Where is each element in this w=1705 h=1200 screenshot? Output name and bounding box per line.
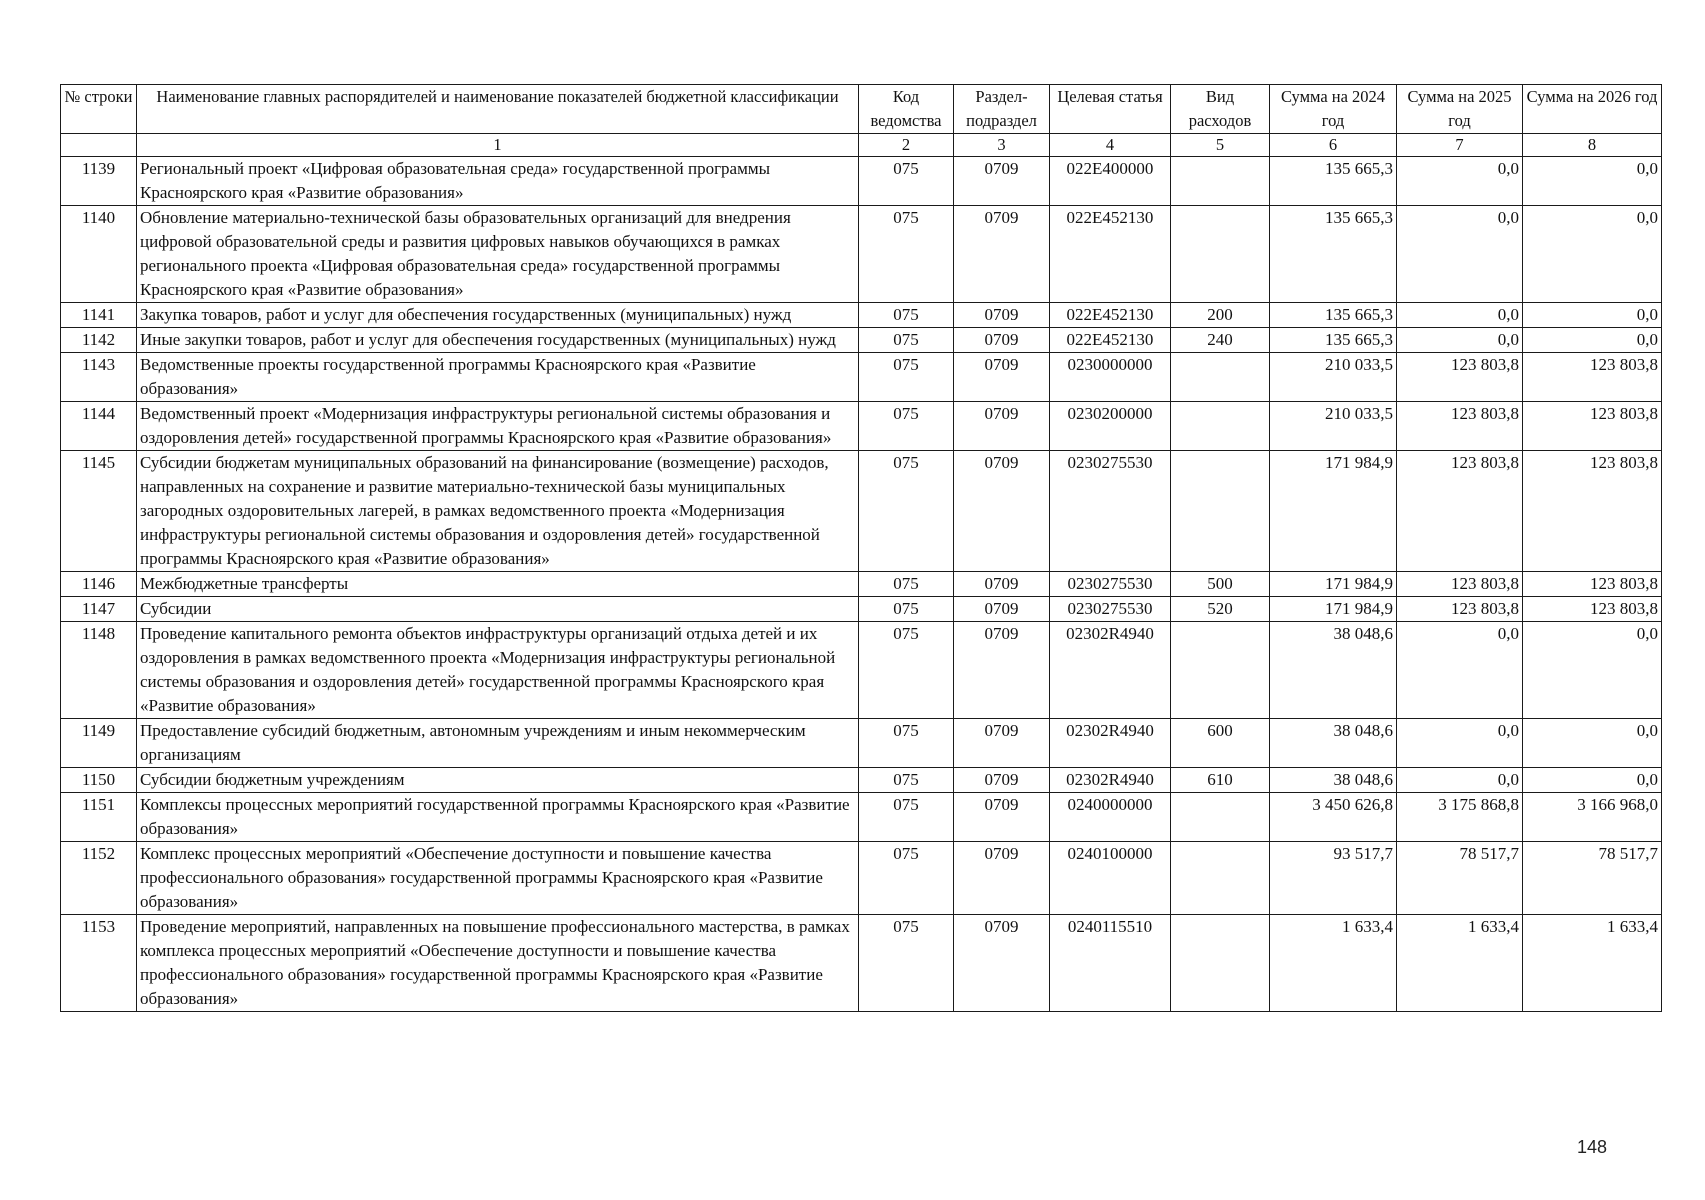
name-cell: Иные закупки товаров, работ и услуг для обеспечения государственных (муниципальных) нужд — [137, 328, 859, 353]
section-cell: 0709 — [954, 451, 1050, 572]
sum-2025-cell: 1 633,4 — [1397, 915, 1523, 1012]
table-header — [61, 85, 1662, 157]
row-number-cell: 1149 — [61, 719, 137, 768]
table-row — [61, 303, 1662, 328]
expense-type-cell — [1171, 157, 1270, 206]
row-number-cell: 1144 — [61, 402, 137, 451]
column-numbers-row — [61, 134, 1662, 157]
column-number: 8 — [1523, 134, 1662, 157]
row-number-cell: 1153 — [61, 915, 137, 1012]
sum-2026-cell: 0,0 — [1523, 206, 1662, 303]
section-cell: 0709 — [954, 719, 1050, 768]
table-row — [61, 402, 1662, 451]
name-cell: Проведение мероприятий, направленных на повышение профессионального мастерства, в рамках комплекса процессных мероприятий «Обеспечение доступности и повышение качества профессионального образования» государственной программы Красноярского края «Развитие образования» — [137, 915, 859, 1012]
column-number: 1 — [137, 134, 859, 157]
table-row — [61, 328, 1662, 353]
header-department-code: Код ведомства — [859, 85, 954, 134]
name-cell: Субсидии бюджетам муниципальных образований на финансирование (возмещение) расходов, направленных на сохранение и развитие материально-технической базы муниципальных загородных оздоровительных лагерей, в рамках ведомственного проекта «Модернизация инфраструктуры региональной системы образования и оздоровления детей» государственной программы Красноярского края «Развитие образования» — [137, 451, 859, 572]
sum-2026-cell: 123 803,8 — [1523, 402, 1662, 451]
table-row — [61, 719, 1662, 768]
section-cell: 0709 — [954, 622, 1050, 719]
header-sum-2026: Сумма на 2026 год — [1523, 85, 1662, 134]
department-code-cell: 075 — [859, 572, 954, 597]
department-code-cell: 075 — [859, 842, 954, 915]
header-expense-type: Вид расходов — [1171, 85, 1270, 134]
sum-2024-cell: 3 450 626,8 — [1270, 793, 1397, 842]
sum-2026-cell: 123 803,8 — [1523, 353, 1662, 402]
sum-2025-cell: 123 803,8 — [1397, 572, 1523, 597]
table-row — [61, 915, 1662, 1012]
header-target-article: Целевая статья — [1050, 85, 1171, 134]
row-number-cell: 1142 — [61, 328, 137, 353]
row-number-cell: 1139 — [61, 157, 137, 206]
sum-2024-cell: 171 984,9 — [1270, 451, 1397, 572]
column-number: 6 — [1270, 134, 1397, 157]
section-cell: 0709 — [954, 915, 1050, 1012]
sum-2025-cell: 123 803,8 — [1397, 451, 1523, 572]
row-number-cell: 1140 — [61, 206, 137, 303]
header-row — [61, 85, 1662, 134]
sum-2024-cell: 135 665,3 — [1270, 206, 1397, 303]
row-number-cell: 1145 — [61, 451, 137, 572]
target-article-cell: 022Е452130 — [1050, 206, 1171, 303]
sum-2025-cell: 0,0 — [1397, 157, 1523, 206]
name-cell: Закупка товаров, работ и услуг для обеспечения государственных (муниципальных) нужд — [137, 303, 859, 328]
target-article-cell: 022Е400000 — [1050, 157, 1171, 206]
department-code-cell: 075 — [859, 622, 954, 719]
sum-2026-cell: 123 803,8 — [1523, 451, 1662, 572]
sum-2024-cell: 210 033,5 — [1270, 353, 1397, 402]
row-number-cell: 1143 — [61, 353, 137, 402]
section-cell: 0709 — [954, 793, 1050, 842]
name-cell: Комплекс процессных мероприятий «Обеспечение доступности и повышение качества профессионального образования» государственной программы Красноярского края «Развитие образования» — [137, 842, 859, 915]
table-row — [61, 768, 1662, 793]
expense-type-cell — [1171, 206, 1270, 303]
name-cell: Обновление материально-технической базы образовательных организаций для внедрения цифровой образовательной среды и развития цифровых навыков обучающихся в рамках регионального проекта «Цифровая образовательная среда» государственной программы Красноярского края «Развитие образования» — [137, 206, 859, 303]
section-cell: 0709 — [954, 402, 1050, 451]
target-article-cell: 02302R4940 — [1050, 622, 1171, 719]
target-article-cell: 022Е452130 — [1050, 303, 1171, 328]
sum-2025-cell: 0,0 — [1397, 303, 1523, 328]
expense-type-cell — [1171, 793, 1270, 842]
sum-2024-cell: 135 665,3 — [1270, 303, 1397, 328]
table-row — [61, 622, 1662, 719]
sum-2026-cell: 123 803,8 — [1523, 572, 1662, 597]
expense-type-cell — [1171, 622, 1270, 719]
name-cell: Ведомственные проекты государственной программы Красноярского края «Развитие образования» — [137, 353, 859, 402]
sum-2026-cell: 0,0 — [1523, 622, 1662, 719]
expense-type-cell: 240 — [1171, 328, 1270, 353]
sum-2026-cell: 3 166 968,0 — [1523, 793, 1662, 842]
section-cell: 0709 — [954, 328, 1050, 353]
column-number — [61, 134, 137, 157]
sum-2026-cell: 0,0 — [1523, 328, 1662, 353]
row-number-cell: 1147 — [61, 597, 137, 622]
expense-type-cell — [1171, 842, 1270, 915]
target-article-cell: 02302R4940 — [1050, 719, 1171, 768]
sum-2024-cell: 171 984,9 — [1270, 597, 1397, 622]
expense-type-cell: 200 — [1171, 303, 1270, 328]
sum-2024-cell: 171 984,9 — [1270, 572, 1397, 597]
row-number-cell: 1152 — [61, 842, 137, 915]
department-code-cell: 075 — [859, 597, 954, 622]
table-row — [61, 793, 1662, 842]
column-number: 2 — [859, 134, 954, 157]
section-cell: 0709 — [954, 572, 1050, 597]
table-row — [61, 451, 1662, 572]
target-article-cell: 0240000000 — [1050, 793, 1171, 842]
expense-type-cell — [1171, 353, 1270, 402]
expense-type-cell: 520 — [1171, 597, 1270, 622]
expense-type-cell — [1171, 402, 1270, 451]
department-code-cell: 075 — [859, 328, 954, 353]
target-article-cell: 0240100000 — [1050, 842, 1171, 915]
sum-2025-cell: 0,0 — [1397, 719, 1523, 768]
department-code-cell: 075 — [859, 451, 954, 572]
target-article-cell: 0230275530 — [1050, 597, 1171, 622]
sum-2024-cell: 1 633,4 — [1270, 915, 1397, 1012]
header-section: Раздел-подраздел — [954, 85, 1050, 134]
sum-2026-cell: 78 517,7 — [1523, 842, 1662, 915]
sum-2025-cell: 0,0 — [1397, 622, 1523, 719]
section-cell: 0709 — [954, 597, 1050, 622]
header-sum-2024: Сумма на 2024 год — [1270, 85, 1397, 134]
table-row — [61, 842, 1662, 915]
page-number: 148 — [1577, 1137, 1608, 1157]
target-article-cell: 0230275530 — [1050, 572, 1171, 597]
expense-type-cell — [1171, 915, 1270, 1012]
name-cell: Проведение капитального ремонта объектов инфраструктуры организаций отдыха детей и их оздоровления в рамках ведомственного проекта «Модернизация инфраструктуры региональной системы образования и оздоровления детей» государственной программы Красноярского края «Развитие образования» — [137, 622, 859, 719]
name-cell: Комплексы процессных мероприятий государственной программы Красноярского края «Развитие образования» — [137, 793, 859, 842]
header-name: Наименование главных распорядителей и наименование показателей бюджетной классификации — [137, 85, 859, 134]
sum-2024-cell: 210 033,5 — [1270, 402, 1397, 451]
section-cell: 0709 — [954, 303, 1050, 328]
table-row — [61, 597, 1662, 622]
department-code-cell: 075 — [859, 303, 954, 328]
column-number: 4 — [1050, 134, 1171, 157]
department-code-cell: 075 — [859, 719, 954, 768]
sum-2026-cell: 0,0 — [1523, 303, 1662, 328]
header-sum-2025: Сумма на 2025 год — [1397, 85, 1523, 134]
department-code-cell: 075 — [859, 915, 954, 1012]
section-cell: 0709 — [954, 768, 1050, 793]
target-article-cell: 0230275530 — [1050, 451, 1171, 572]
target-article-cell: 0230200000 — [1050, 402, 1171, 451]
sum-2024-cell: 135 665,3 — [1270, 328, 1397, 353]
sum-2024-cell: 135 665,3 — [1270, 157, 1397, 206]
expense-type-cell: 600 — [1171, 719, 1270, 768]
department-code-cell: 075 — [859, 206, 954, 303]
target-article-cell: 0230000000 — [1050, 353, 1171, 402]
department-code-cell: 075 — [859, 793, 954, 842]
column-number: 5 — [1171, 134, 1270, 157]
sum-2026-cell: 0,0 — [1523, 768, 1662, 793]
name-cell: Ведомственный проект «Модернизация инфраструктуры региональной системы образования и оздоровления детей» государственной программы Красноярского края «Развитие образования» — [137, 402, 859, 451]
section-cell: 0709 — [954, 206, 1050, 303]
sum-2025-cell: 123 803,8 — [1397, 402, 1523, 451]
sum-2026-cell: 123 803,8 — [1523, 597, 1662, 622]
section-cell: 0709 — [954, 842, 1050, 915]
department-code-cell: 075 — [859, 402, 954, 451]
row-number-cell: 1151 — [61, 793, 137, 842]
department-code-cell: 075 — [859, 768, 954, 793]
sum-2025-cell: 78 517,7 — [1397, 842, 1523, 915]
sum-2025-cell: 3 175 868,8 — [1397, 793, 1523, 842]
name-cell: Межбюджетные трансферты — [137, 572, 859, 597]
column-number: 7 — [1397, 134, 1523, 157]
name-cell: Предоставление субсидий бюджетным, автономным учреждениям и иным некоммерческим организациям — [137, 719, 859, 768]
table-row — [61, 157, 1662, 206]
target-article-cell: 0240115510 — [1050, 915, 1171, 1012]
header-row-number: № строки — [61, 85, 137, 134]
sum-2025-cell: 0,0 — [1397, 206, 1523, 303]
row-number-cell: 1150 — [61, 768, 137, 793]
sum-2025-cell: 0,0 — [1397, 328, 1523, 353]
sum-2024-cell: 93 517,7 — [1270, 842, 1397, 915]
expense-type-cell: 500 — [1171, 572, 1270, 597]
name-cell: Субсидии бюджетным учреждениям — [137, 768, 859, 793]
target-article-cell: 02302R4940 — [1050, 768, 1171, 793]
budget-table — [60, 84, 1662, 1012]
table-row — [61, 353, 1662, 402]
sum-2026-cell: 0,0 — [1523, 719, 1662, 768]
sum-2024-cell: 38 048,6 — [1270, 622, 1397, 719]
department-code-cell: 075 — [859, 157, 954, 206]
name-cell: Субсидии — [137, 597, 859, 622]
expense-type-cell: 610 — [1171, 768, 1270, 793]
sum-2025-cell: 123 803,8 — [1397, 597, 1523, 622]
section-cell: 0709 — [954, 353, 1050, 402]
target-article-cell: 022Е452130 — [1050, 328, 1171, 353]
expense-type-cell — [1171, 451, 1270, 572]
sum-2024-cell: 38 048,6 — [1270, 768, 1397, 793]
section-cell: 0709 — [954, 157, 1050, 206]
sum-2026-cell: 0,0 — [1523, 157, 1662, 206]
table-row — [61, 206, 1662, 303]
table-row — [61, 572, 1662, 597]
sum-2026-cell: 1 633,4 — [1523, 915, 1662, 1012]
sum-2025-cell: 0,0 — [1397, 768, 1523, 793]
name-cell: Региональный проект «Цифровая образовательная среда» государственной программы Красноярского края «Развитие образования» — [137, 157, 859, 206]
sum-2024-cell: 38 048,6 — [1270, 719, 1397, 768]
table-body — [61, 157, 1662, 1012]
row-number-cell: 1146 — [61, 572, 137, 597]
column-number: 3 — [954, 134, 1050, 157]
sum-2025-cell: 123 803,8 — [1397, 353, 1523, 402]
row-number-cell: 1148 — [61, 622, 137, 719]
department-code-cell: 075 — [859, 353, 954, 402]
row-number-cell: 1141 — [61, 303, 137, 328]
